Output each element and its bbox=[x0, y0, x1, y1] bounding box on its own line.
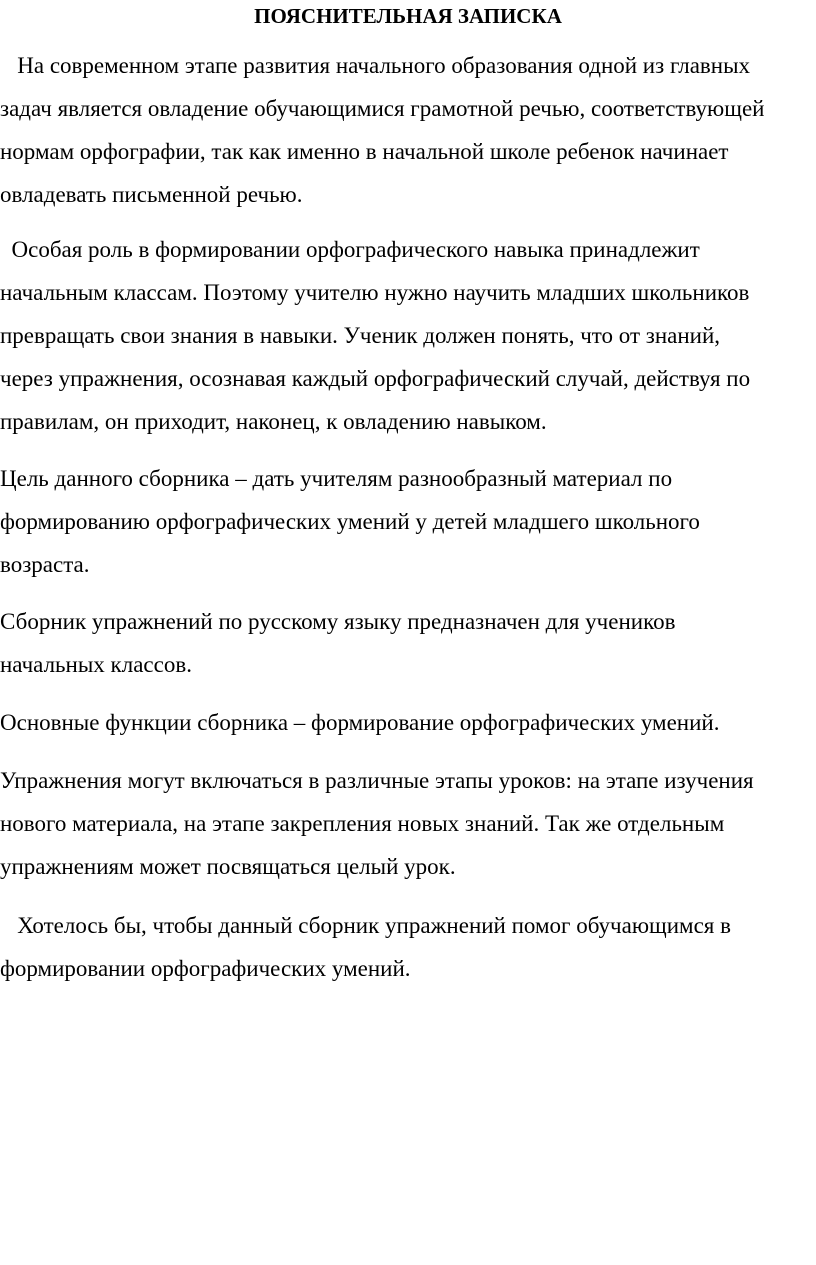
paragraph-line: возраста. bbox=[0, 552, 90, 577]
paragraph-line: превращать свои знания в навыки. Ученик должен понять, что от знаний, bbox=[0, 323, 721, 348]
paragraph-line: Цель данного сборника – дать учителям разнообразный материал по bbox=[0, 466, 673, 491]
paragraph-line: задач является овладение обучающимися грамотной речью, соответствующей bbox=[0, 96, 765, 121]
paragraph-line: формированию орфографических умений у детей младшего школьного bbox=[0, 509, 700, 534]
paragraph-line: Основные функции сборника – формирование орфографических умений. bbox=[0, 710, 720, 735]
paragraph-line: овладевать письменной речью. bbox=[0, 182, 303, 207]
paragraph-line: нового материала, на этапе закрепления новых знаний. Так же отдельным bbox=[0, 811, 725, 836]
paragraph-6 bbox=[0, 759, 816, 888]
paragraph-line: нормам орфографии, так как именно в начальной школе ребенок начинает bbox=[0, 139, 729, 164]
paragraph-1 bbox=[0, 44, 816, 216]
document-title: ПОЯСНИТЕЛЬНАЯ ЗАПИСКА bbox=[254, 4, 562, 28]
paragraph-3 bbox=[0, 457, 816, 586]
paragraph-line: Особая роль в формировании орфографического навыка принадлежит bbox=[0, 237, 700, 262]
paragraph-5 bbox=[0, 701, 816, 744]
paragraph-line: Хотелось бы, чтобы данный сборник упражнений помог обучающимся в bbox=[0, 913, 731, 938]
paragraph-2 bbox=[0, 228, 816, 443]
paragraph-line: правилам, он приходит, наконец, к овладению навыком. bbox=[0, 409, 547, 434]
paragraph-line: Сборник упражнений по русскому языку предназначен для учеников bbox=[0, 609, 676, 634]
paragraph-line: начальных классов. bbox=[0, 652, 192, 677]
paragraph-line: Упражнения могут включаться в различные этапы уроков: на этапе изучения bbox=[0, 768, 754, 793]
paragraph-line: формировании орфографических умений. bbox=[0, 956, 411, 981]
paragraph-line: начальным классам. Поэтому учителю нужно научить младших школьников bbox=[0, 280, 750, 305]
paragraph-line: через упражнения, осознавая каждый орфографический случай, действуя по bbox=[0, 366, 751, 391]
paragraph-7 bbox=[0, 904, 816, 990]
paragraph-line: На современном этапе развития начального образования одной из главных bbox=[0, 53, 751, 78]
paragraph-line: упражнениям может посвящаться целый урок. bbox=[0, 854, 456, 879]
paragraph-4 bbox=[0, 600, 816, 686]
